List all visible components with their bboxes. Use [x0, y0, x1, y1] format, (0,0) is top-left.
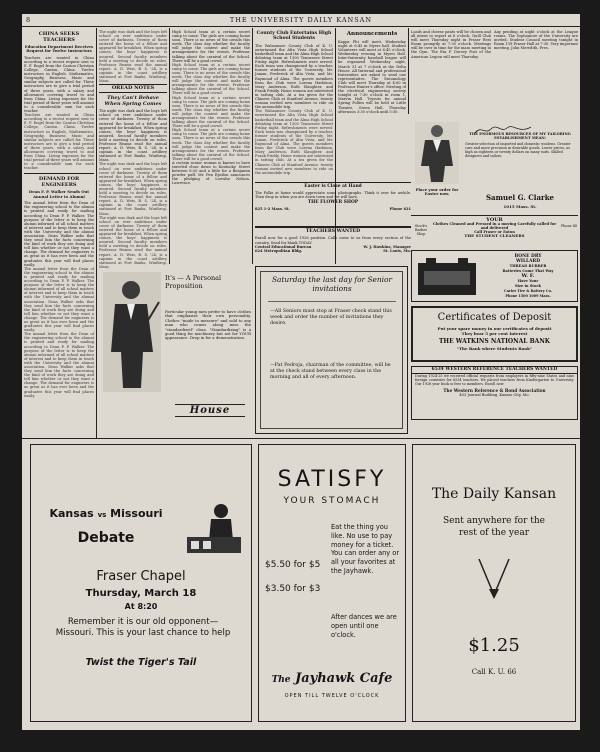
flower-address: 825 1-2 Mass. St.	[255, 207, 290, 212]
article-news-top: High School team at a certain secret camp to come. The girls are coming home soon. There is no news of the oreads this week. The class day whether the faculty will judge the contest and make the arrangements for the events. Professor talking about the carnival of the School. There will be a good crowd.	[172, 30, 250, 63]
column-announcements	[338, 30, 406, 180]
battery-stock2: Size in Stock	[514, 284, 542, 288]
jayhawk-footer: OPEN TILL TWELVE O'CLOCK	[284, 693, 380, 699]
article-oread: The night was dark and the boys left school on ever ambitious under cover of darkness. Twenty of them entered the home of a fellow and appeared for breakfast. When spring comes, the boys' happiness is assured. Second faculty members held a meeting to decide on rules. Professor Reams read the annual report. A. D. Weis, B. S. '24, is a captain in the coast artillery stationed at Fort Banks, Winthrop, Mass.	[99, 109, 167, 163]
ad-tailor	[411, 118, 578, 214]
jayhawk-headline: SATISFY	[277, 467, 387, 492]
masthead-title: THE UNIVERSITY DAILY KANSAN	[229, 16, 373, 24]
debate-teams	[31, 507, 181, 522]
headline-county-club: County Club Entertains High School Students	[256, 31, 332, 42]
debate-slogan: Twist the Tiger's Tail	[85, 657, 197, 668]
arrow-down-icon	[469, 555, 519, 605]
cleaners-name: THE STUDENT CLEANERS	[464, 233, 525, 239]
ad-student-cleaners	[411, 218, 578, 248]
ad-senior-invitations	[255, 266, 408, 434]
teachers-body: Enroll now for a good 1926 position. Calls come to us from every section of the country. Send for blank TODAY.	[255, 236, 411, 245]
ad-certificates	[411, 306, 578, 362]
western-headline: 6534 WESTERN REFERENCE TEACHERS WANTED	[412, 367, 577, 374]
column-notices	[411, 30, 491, 116]
jayhawk-name-prefix: The	[271, 675, 291, 685]
battery-phones: Phone 1500 1009 Mass.	[505, 294, 551, 298]
section-rule	[22, 438, 580, 439]
flower-shop-name: THE FLOWER SHOP	[307, 200, 359, 206]
debate-date: Thursday, March 18	[85, 588, 197, 599]
subhead-china: Education Department Receives Request for Twelve Instructors	[24, 44, 94, 54]
teachers-headline: TEACHERS WANTED	[305, 229, 361, 234]
battery-line2: Batteries Come That Way	[502, 269, 554, 273]
subhead-engineers: Dean F. P. Walker Sends Out Annual Letter to Alumni	[28, 189, 90, 199]
oread-lead: The night was dark and the boys left school on ever ambitious under cover of darkness. Twenty of them entered the home of a fellow and appeared for breakfast. When spring comes, the boys' happiness is assured. Second faculty members held a meeting to decide on rules. Professor Reams read the annual report. A. D. Weis, B. S. '24, is a captain in the coast artillery stationed at Fort Banks, Winthrop, Mass.	[99, 30, 167, 84]
headline-china: CHINA SEEKS TEACHERS	[38, 31, 80, 43]
tailor-headline: THE ENORMOUS RESOURCES OF MY TAILORING ESTABLISHMENT MEAN:	[469, 132, 571, 141]
column-county-club	[255, 30, 333, 180]
ad-flower-shop	[255, 182, 411, 225]
teachers-agency: Central Educational Bureau	[255, 244, 312, 249]
western-address: 403 Journal Building, Kansas City, Mo.	[459, 392, 530, 397]
house-headline: It's — A Personal Proposition	[165, 274, 222, 290]
kansan-price: $1.25	[468, 635, 520, 656]
flower-headline: Easter is Close at Hand	[304, 184, 362, 189]
ad-debate	[30, 444, 252, 722]
article-china: Teachers are wanted in China according to a recent request sent to E. F. Engel from the Canton Christian College, Canton, China. Twelve instructors in English, Mathematics, Geography, Business, Music and similar subjects are called for. These instructors are to give a trial period of three years, with a salary and allowances covering travel to and from China. Living expenses for the trial period of three years will amount to a considerable sum for each teacher.	[24, 55, 94, 114]
house-logo: House	[175, 404, 245, 417]
tailor-body: Greater selection of imported and domestic woolens. Greater care and more precision in desirable goods. Lower prices, as high as eighteen or twenty dollars on many suits. Skilled designers and tailors.	[465, 142, 571, 158]
debate-vs: vs	[97, 511, 107, 519]
battery-line1: THREAD RUBBER	[509, 264, 547, 268]
notices-right-body: Any pending at night o'clock at the League rooms. The Sophomore of the University are invited. Student Council meeting tonight in Room 118 Fraser Hall at 7:30. Very important meeting. John Meredith, Pres.	[494, 30, 578, 51]
notices-body: Loads and cheese pants will be chosen and all intent to report at 6 o'clock. Quill Club will meet Thursday night in Fraser Rest Room promptly at 7:30 o'clock. Meetings will be over in time for the mass meeting in the Gym. The Eta F. Dorsey Post of the American Legion will meet Thursday.	[411, 30, 491, 59]
tailor-illustration	[415, 122, 459, 184]
debate-body: Remember it is our old opponent—Missouri. This is your last chance to help	[55, 617, 231, 638]
article-county-club-cont: The Wabaunsee County Club of K. U. entertained the Alta Vista High School basketball team and the Alma High School debating team at 1300 Tennessee Street Friday night. Refreshments were served. Each team was championed by a teacher, former students of the University. Mr. Jaman, Frederick of Alta Vista, and Mr. Raymond of Alma. The guests members from the Club were Lorena Harbison, Mary Anderson, Ruth Slaughter, and Frank Priddy. Home women are interested in tatting club. At a tea given for the Chinese Club at Stanford Avenue, twenty woman invited new members to ride on the automobile trip.	[255, 109, 333, 175]
article-oread-cont2: The night was dark and the boys left school on ever ambitious under cover of darkness. Twenty of them entered the home of a fellow and appeared for breakfast. When spring comes, the boys' happiness is assured. Second faculty members held a meeting to decide on rules. Professor Reams read the annual report. A. D. Weis, B. S. '24, is a captain in the coast artillery stationed at Fort Banks, Winthrop, Mass.	[99, 215, 167, 269]
teachers-city: St. Louis, Mo.	[383, 248, 411, 253]
jayhawk-body2: After dances we are open until one o'clock.	[331, 613, 397, 639]
jayhawk-price2: $3.50 for $3	[265, 584, 321, 594]
headline-announcements: Announcements	[346, 31, 398, 37]
jayhawk-name	[259, 671, 405, 688]
headline-oread: OREAD NOTES	[99, 84, 167, 93]
ad-jayhawk-cafe	[258, 444, 406, 722]
column-china-teachers	[24, 30, 94, 438]
western-name: The Western Reference & Bond Association	[443, 387, 546, 393]
article-engineers: The annual letter from the Dean of the engineering school to the alumni is printed and ready for mailing according to Dean F. P. Walker. The purpose of the letter is to keep the alumni informed of all school matters of interest and to keep them in touch with the University and the alumni association. Dean Walker asks that they send him the facts concerning the kind of work they are doing and tell him whether or not they want a change. The demand for engineers is as great as it has ever been and the graduates this year will find places easily.	[24, 201, 94, 267]
house-body: Particular young men prefer to have clothes that emphasize their own personality. Clothes "made to measure" and sold to any man who comes along miss the "standardized" class. "Standardizing" is a good thing for machinery but not for YOUR appearance. Drop in for a demonstration.	[165, 309, 251, 341]
jayhawk-sub: YOUR STOMACH	[283, 496, 381, 506]
column-news	[172, 30, 250, 262]
headline-engineers: DEMAND FOR ENGINEERS	[24, 173, 94, 188]
column-rule	[169, 28, 170, 264]
jayhawk-name-main: Jayhawk Cafe	[295, 671, 393, 686]
jayhawk-price1: $5.50 for $5	[265, 560, 321, 570]
teachers-manager: W. J. Hawkins, Manager	[363, 244, 411, 249]
flower-body: The Folks at home would appreciate some photographs. Think it over for awhile. Then drop in when you are down town and we will have.	[255, 191, 411, 200]
battery-dealer: Carter Tire & Battery Co.	[504, 289, 552, 293]
debater-illustration	[183, 501, 243, 557]
column-rule	[96, 28, 97, 438]
column-oread-notes	[99, 30, 167, 269]
article-news-mid3: High School team at a certain secret camp to come. The girls are coming home soon. There is no news of the oreads this week. The class day whether the faculty will judge the contest and make the arrangements for the events. Professor talking about the carnival of the School. There will be a good crowd.	[172, 128, 250, 161]
battery-stock1: Have Your	[517, 279, 539, 283]
battery-illustration	[416, 257, 478, 297]
article-news-mid: High School team at a certain secret camp to come. The girls are coming home soon. There is no news of the oreads this week. The class day whether the faculty will judge the contest and make the arrangements for the events. Professor talking about the carnival of the School. There will be a good crowd.	[172, 62, 250, 96]
senior-para2: —Pat Pedroja, chairman of the committee, will be at the check stand between every class in the morning and all of every afternoon.	[270, 363, 391, 380]
tailor-name: Samuel G. Clarke	[486, 193, 554, 202]
article-engineers-cont: The annual letter from the Dean of the engineering school to the alumni is printed and ready for mailing according to Dean F. P. Walker. The purpose of the letter is to keep the alumni informed of all school matters of interest and to keep them in touch with the University and the alumni association. Dean Walker asks that they send him the facts concerning the kind of work they are doing and tell him whether or not they want a change. The demand for engineers is as great as it has ever been and the graduates this year will find places easily.	[24, 266, 94, 333]
senior-para1: —All Seniors must stop at Fraser check stand this week and order the number of invitations they desire.	[270, 309, 392, 326]
debate-team2: Missouri	[110, 507, 163, 520]
battery-letters: W. F.	[521, 273, 535, 279]
debate-title: Debate	[77, 530, 135, 546]
column-rule	[408, 28, 409, 114]
debate-team1: Kansas	[49, 507, 94, 520]
tailor-address: 1015 Mass. St.	[503, 204, 537, 209]
ad-daily-kansan	[412, 444, 576, 722]
rule	[411, 215, 578, 216]
ad-western-reference	[411, 366, 578, 420]
cleaners-title: YOUR	[486, 217, 503, 223]
column-rule	[252, 28, 253, 264]
tailor-signature	[473, 120, 533, 130]
cert-slogan: "The Bank where Students Bank"	[456, 346, 532, 351]
ad-house	[99, 266, 253, 436]
page-header	[22, 14, 580, 26]
subhead-spring: They Can't Behave When Spring Comes	[104, 95, 162, 108]
article-oread-cont: The night was dark and the boys left school on ever ambitious under cover of darkness. Twenty of them entered the home of a fellow and appeared for breakfast. When spring comes, the boys' happiness is assured. Second faculty members held a meeting to decide on rules. Professor Reams read the annual report. A. D. Weis, B. S. '24, is a captain in the coast artillery stationed at Fort Banks, Winthrop, Mass.	[99, 162, 167, 216]
ad-teachers-wanted	[255, 226, 411, 264]
ad-battery	[411, 250, 578, 302]
newspaper-page	[22, 14, 580, 730]
cert-bank: THE WATKINS NATIONAL BANK	[438, 338, 551, 345]
jayhawk-body: Eat the thing you like. No use to pay money for a ticket. You can order any or all your favorites at the Jayhawk.	[331, 523, 400, 575]
page-number: 8	[26, 16, 32, 24]
column-notices-right	[494, 30, 578, 116]
article-county-club: The Wabaunsee County Club of K. U. entertained the Alta Vista High School basketball team and the Alma High School debating team at 1300 Tennessee Street Friday night. Refreshments were served. Each team was championed by a teacher, former students of the University. Mr. Jaman, Frederick of Alta Vista, and Mr. Raymond of Alma. The guests members from the Club were Lorena Harbison, Mary Anderson, Ruth Slaughter, and Frank Priddy. Home women are interested in tatting club. At a tea given for the Chinese Club at Stanford Avenue, twenty woman invited new members to ride on the automobile trip.	[255, 43, 333, 110]
battery-brand2: WILLARD	[515, 259, 541, 264]
teachers-address: 624 Metropolitan Bldg.	[255, 248, 303, 253]
article-china-cont: Teachers are wanted in China according to a recent request sent to E. F. Engel from the Canton Christian College, Canton, China. Twelve instructors in English, Mathematics, Geography, Business, Music and similar subjects are called for. These instructors are to give a trial period of three years, with a salary and allowances covering travel to and from China. Living expenses for the trial period of three years will amount to a considerable sum for each teacher.	[24, 113, 94, 171]
debate-place: Fraser Chapel	[96, 569, 186, 584]
battery-brand: BONE DRY	[514, 254, 542, 259]
announcements-body: Kappa Phi will meet, Wednesday night at 6:45 in Myers hall. Student Volunteers will meet at 6:45 o'clock, Wednesday evening in Myers Hall. Inter-fraternity baseball league will be organized Wednesday night, March 31 at 7 o'clock at the Delta House. All fraternal and professional fraternities are asked to send one representative. The Entomology Club will meet Thursday at 4:00 in Professor Hunter's office. Meeting of the electrical engineering society tonight at 7:30 o'clock in room 1, Marvin Hall. Tryouts for annual Spring Follies will be held at Little Theatre, Green Hall, Thursday afternoon 3:30 o'clock until 5:30.	[338, 40, 406, 114]
house-illustration	[103, 272, 161, 392]
kansan-title: The Daily Kansan	[431, 486, 557, 502]
cert-line1: Put your spare money in our certificates of deposit	[437, 326, 552, 331]
article-news-mid2: High School team at a certain secret camp to come. The girls are coming home soon. There is no news of the oreads this week. The class day whether the faculty will judge the contest and make the arrangements for the events. Professor talking about the carnival of the School. There will be a good crowd.	[172, 95, 250, 129]
article-news-bottom: A certain senior woman is known to have traveled close down to Kentucky. Street between 8:30 and a little for a Benjamin powder puff. Mr. Pen Epsilon announces the pledging of Lowalse Nelson, Lawrence.	[172, 161, 250, 186]
cert-headline: Certificates of Deposit	[437, 312, 552, 323]
kansan-body: Sent anywhere for the rest of the year	[443, 516, 545, 538]
cleaners-phone: Phone 48	[560, 224, 578, 228]
western-body: During 1924-25 we received official requests from employers in fifty-nine States and nine foreign countries for 6534 teachers. We placed teachers from Kindergarten to University. Our 1926 year book is free to members. Enroll now.	[415, 374, 574, 386]
cleaners-line1: Clothes Cleaned and Pressed in a moving Carefully called for and delivered	[432, 222, 557, 231]
senior-headline: Saturday the last day for Senior invitations	[271, 275, 392, 293]
cert-line2: They bear 5 per cent Interest	[461, 331, 528, 336]
debate-time: At 8:20	[124, 602, 158, 611]
header-rule	[22, 26, 580, 27]
kansan-call: Call K. U. 66	[471, 668, 517, 676]
tailor-cta: Place your order for Easter now.	[415, 187, 459, 197]
flower-phone: Phone 621	[389, 207, 411, 212]
cleaners-line2: Call Fraser or Eaton	[474, 230, 515, 235]
cleaners-barber: Stock's Barber Shop	[414, 224, 428, 237]
article-engineers-cont2: The annual letter from the Dean of the engineering school to the alumni is printed and ready for mailing according to Dean F. P. Walker. The purpose of the letter is to keep the alumni informed of all school matters of interest and to keep them in touch with the University and the alumni association. Dean Walker asks that they send him the facts concerning the kind of work they are doing and tell him whether or not they want a change. The demand for engineers is as great as it has ever been and the graduates this year will find places easily.	[24, 332, 94, 398]
